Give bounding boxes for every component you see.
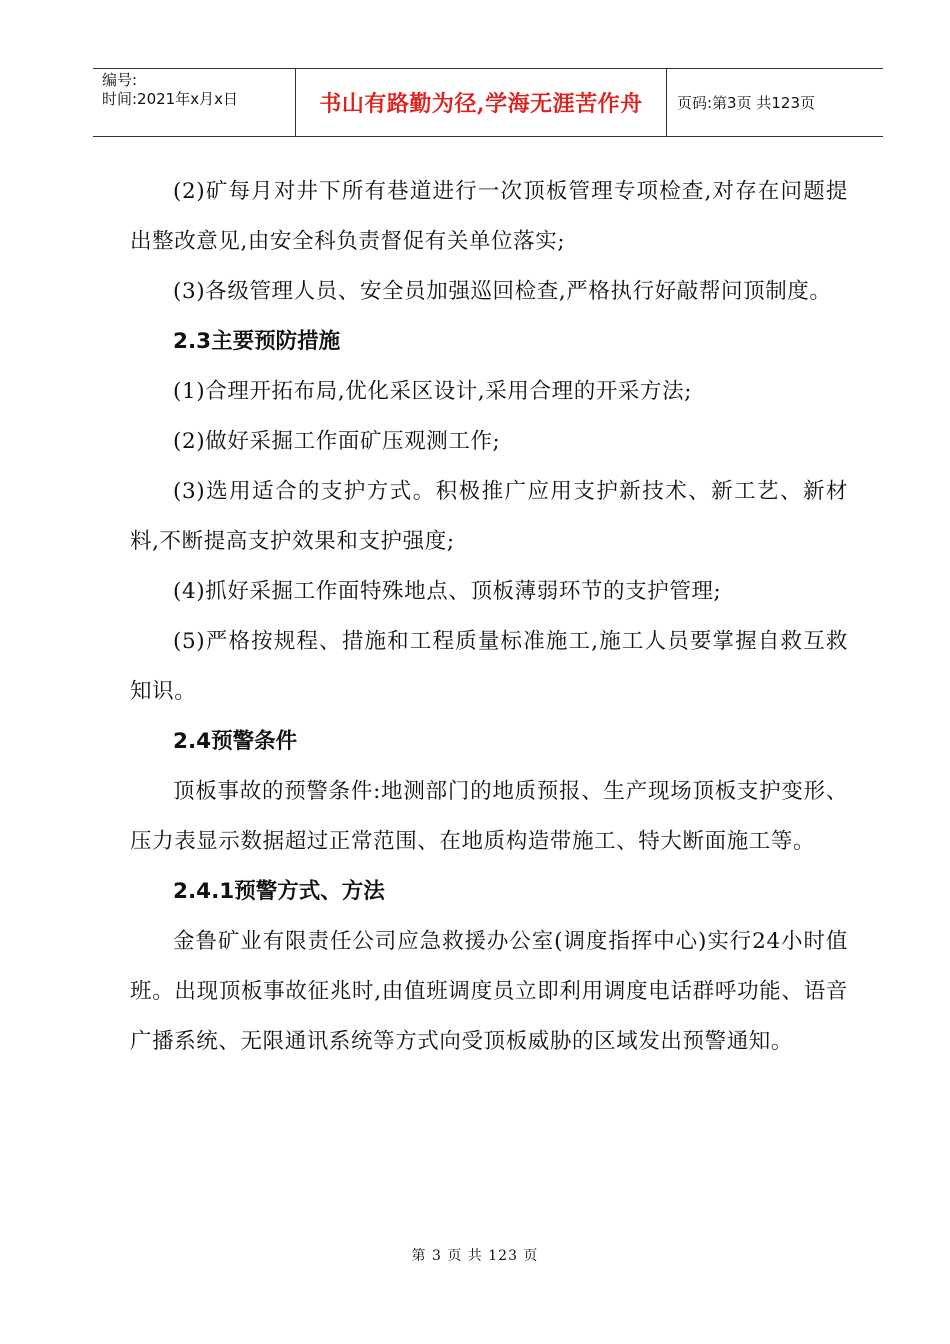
section-heading: 2.4.1预警方式、方法 bbox=[173, 879, 385, 904]
paragraph: 顶板事故的预警条件:地测部门的地质预报、生产现场顶板支护变形、压力表显示数据超过正常范围、在地质构造带施工、特大断面施工等。 bbox=[130, 779, 848, 854]
paragraph: (2)做好采掘工作面矿压观测工作; bbox=[173, 429, 501, 454]
page-header bbox=[93, 68, 883, 137]
paragraph: 金鲁矿业有限责任公司应急救援办公室(调度指挥中心)实行24小时值班。出现顶板事故征兆时,由值班调度员立即利用调度电话群呼功能、语音广播系统、无限通讯系统等方式向受顶板威胁的区域发出预警通知。 bbox=[130, 929, 848, 1054]
paragraph: (4)抓好采掘工作面特殊地点、顶板薄弱环节的支护管理; bbox=[173, 579, 722, 604]
header-meta bbox=[93, 69, 295, 136]
paragraph: (3)选用适合的支护方式。积极推广应用支护新技术、新工艺、新材料,不断提高支护效果和支护强度; bbox=[130, 479, 848, 554]
section-heading: 2.3主要预防措施 bbox=[173, 329, 341, 354]
paragraph: (3)各级管理人员、安全员加强巡回检查,严格执行好敲帮问顶制度。 bbox=[173, 279, 832, 304]
section-heading: 2.4预警条件 bbox=[173, 729, 298, 754]
paragraph: (5)严格按规程、措施和工程质量标准施工,施工人员要掌握自救互救知识。 bbox=[130, 629, 848, 704]
number-label: 编号: bbox=[102, 71, 138, 89]
paragraph: (2)矿每月对井下所有巷道进行一次顶板管理专项检查,对存在问题提出整改意见,由安全科负责督促有关单位落实; bbox=[130, 179, 848, 254]
page-footer: 第 3 页 共 123 页 bbox=[411, 1248, 539, 1264]
paragraph: (1)合理开拓布局,优化采区设计,采用合理的开采方法; bbox=[173, 379, 693, 404]
header-motto: 书山有路勤为径,学海无涯苦作舟 bbox=[295, 69, 667, 136]
time-label: 时间:2021年x月x日 bbox=[102, 90, 238, 108]
header-page-label: 页码:第3页 共123页 bbox=[677, 94, 815, 112]
document-body bbox=[130, 167, 848, 1067]
